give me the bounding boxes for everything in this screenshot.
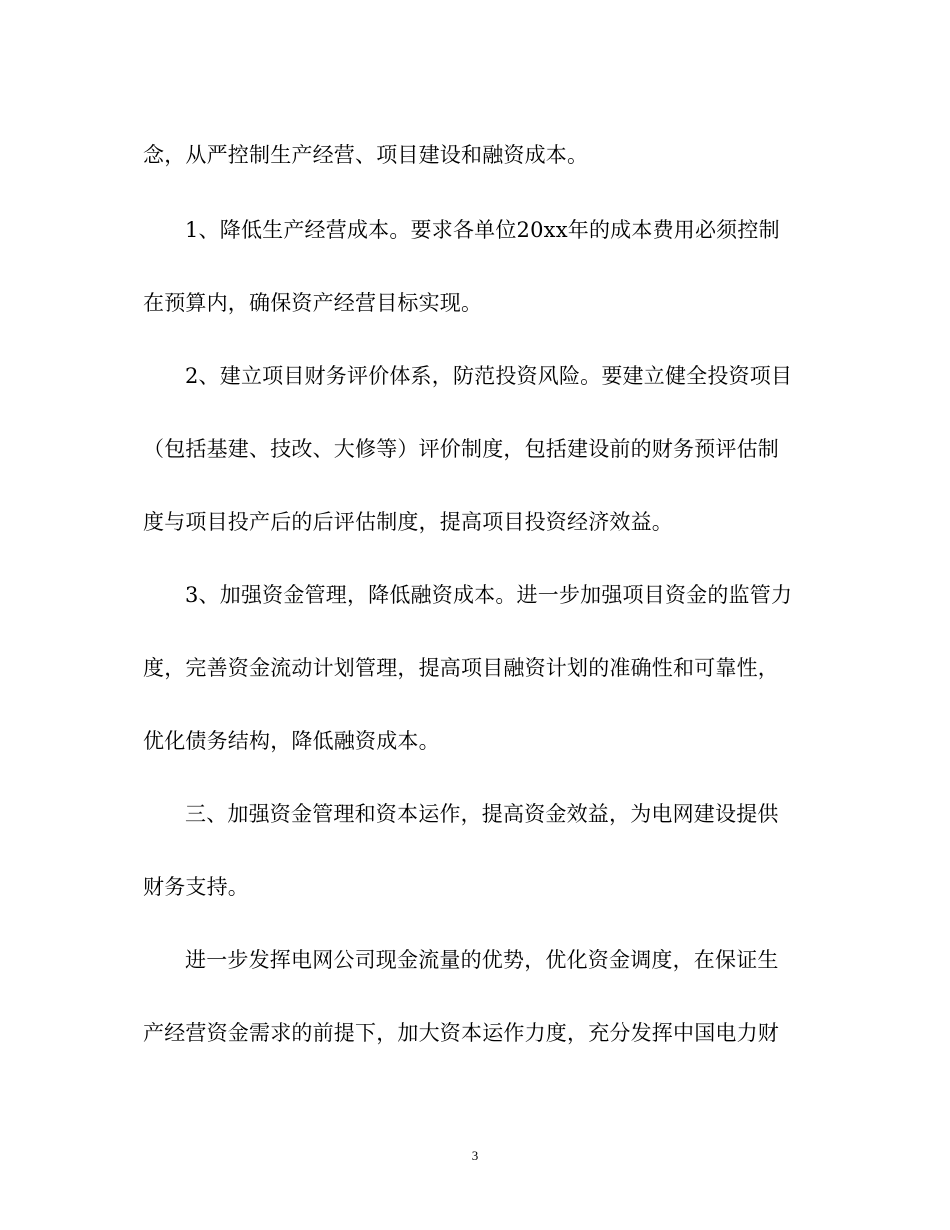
- text-line: 念，从严控制生产经营、项目建设和融资成本。: [143, 143, 589, 167]
- text-line: 优化债务结构，降低融资成本。: [143, 729, 440, 753]
- text-line: 2、建立项目财务评价体系，防范投资风险。要建立健全投资项目: [185, 364, 793, 388]
- text-line: （包括基建、技改、大修等）评价制度，包括建设前的财务预评估制: [143, 437, 779, 461]
- text-line: 3、加强资金管理，降低融资成本。进一步加强项目资金的监管力: [185, 583, 793, 607]
- text-line: 度，完善资金流动计划管理，提高项目融资计划的准确性和可靠性，: [143, 656, 779, 680]
- text-line: 1、降低生产经营成本。要求各单位20xx年的成本费用必须控制: [185, 218, 780, 242]
- page-number: 3: [471, 1148, 479, 1163]
- text-line: 财务支持。: [143, 875, 249, 899]
- text-line: 进一步发挥电网公司现金流量的优势，优化资金调度，在保证生: [185, 948, 779, 972]
- text-line: 三、加强资金管理和资本运作，提高资金效益，为电网建设提供: [185, 802, 779, 826]
- text-line: 在预算内，确保资产经营目标实现。: [143, 291, 483, 315]
- text-line: 产经营资金需求的前提下，加大资本运作力度，充分发挥中国电力财: [143, 1021, 779, 1045]
- text-line: 度与项目投产后的后评估制度，提高项目投资经济效益。: [143, 510, 673, 534]
